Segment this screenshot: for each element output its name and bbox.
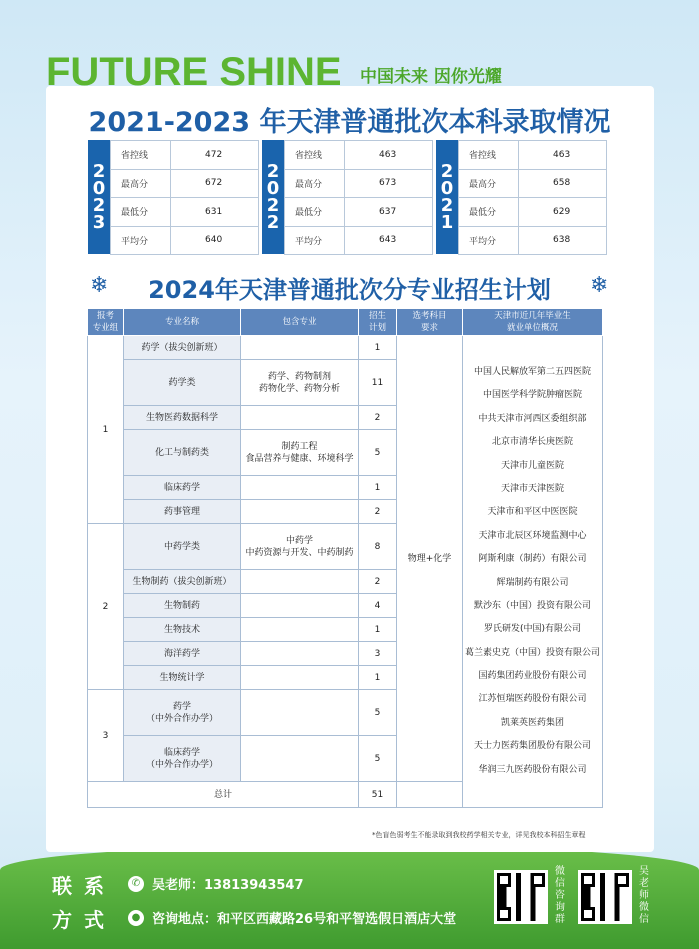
contact-label-1: 联系 [52, 874, 116, 898]
enrollment-plan-table [87, 308, 603, 808]
qr-label-teacher: 吴老师微信 [639, 866, 649, 925]
major-name: 药学类 [124, 360, 241, 406]
stat-name: 省控线 [285, 141, 345, 170]
included-majors [241, 666, 359, 690]
brand-logo-text: FUTURE SHINE [46, 50, 342, 94]
included-majors: 药学、药物制剂 药物化学、药物分析 [241, 360, 359, 406]
plan-title: 2024年天津普通批次分专业招生计划 [148, 276, 551, 304]
stat-value: 673 [345, 169, 433, 198]
total-label: 总计 [88, 782, 359, 808]
included-majors [241, 690, 359, 736]
major-name: 临床药学 [124, 476, 241, 500]
employer-item: 天津市北辰区环境监测中心 [478, 530, 587, 541]
included-majors [241, 500, 359, 524]
stat-name: 最高分 [285, 169, 345, 198]
year-stats-block [436, 140, 607, 254]
stats-row [459, 198, 607, 227]
major-name: 中药学类 [124, 524, 241, 570]
major-name: 生物制药（拔尖创新班） [124, 570, 241, 594]
stat-value: 658 [519, 169, 607, 198]
stats-row [285, 226, 433, 255]
included-majors [241, 476, 359, 500]
employer-item: 罗氏研发(中国)有限公司 [483, 624, 582, 635]
plan-count: 1 [359, 618, 397, 642]
employer-item: 天津市和平区中医医院 [487, 507, 578, 518]
column-header: 报考 专业组 [88, 309, 124, 336]
admission-title: 2021-2023 年天津普通批次本科录取情况 [88, 107, 611, 138]
phone-row [128, 874, 304, 893]
stats-row [285, 198, 433, 227]
employer-item: 天津市儿童医院 [500, 460, 564, 471]
year-digit: 3 [92, 212, 106, 233]
stat-name: 最高分 [111, 169, 171, 198]
address-text: 咨询地点：和平区西藏路26号和平智选假日酒店大堂 [152, 912, 457, 927]
stats-row [459, 169, 607, 198]
included-majors: 中药学 中药资源与开发、中药制药 [241, 524, 359, 570]
stats-row [111, 226, 259, 255]
major-name: 药学（拔尖创新班） [124, 336, 241, 360]
location-pin-icon: ● [128, 910, 144, 926]
subject-requirement: 物理+化学 [397, 336, 463, 782]
year-label [262, 140, 284, 254]
year-digit: 0 [92, 178, 106, 199]
stat-name: 最低分 [459, 198, 519, 227]
year-stats-table [284, 140, 433, 255]
column-header: 专业名称 [124, 309, 241, 336]
stats-row [285, 169, 433, 198]
employer-item: 天士力医药集团股份有限公司 [473, 741, 591, 752]
included-majors [241, 736, 359, 782]
total-empty [397, 782, 463, 808]
slogan: 中国未来 因你光耀 [360, 67, 502, 87]
stat-name: 平均分 [285, 226, 345, 255]
stat-value: 463 [519, 141, 607, 170]
plan-count: 2 [359, 406, 397, 430]
employer-item: 中共天津市河西区委组织部 [478, 413, 587, 424]
major-name: 海洋药学 [124, 642, 241, 666]
included-majors: 制药工程 食品营养与健康、环境科学 [241, 430, 359, 476]
stat-value: 638 [519, 226, 607, 255]
stat-name: 省控线 [459, 141, 519, 170]
employer-item: 中国医学科学院肿瘤医院 [482, 390, 582, 401]
column-header: 招生 计划 [359, 309, 397, 336]
employer-item: 葛兰素史克（中国）投资有限公司 [464, 647, 600, 658]
plan-count: 1 [359, 336, 397, 360]
plan-row [88, 336, 603, 360]
stat-value: 631 [171, 198, 259, 227]
year-digit: 0 [266, 178, 280, 199]
year-digit: 0 [440, 178, 454, 199]
stat-value: 643 [345, 226, 433, 255]
included-majors [241, 594, 359, 618]
snowflake-icon: ❄ [590, 273, 609, 298]
employer-item: 凯莱英医药集团 [500, 717, 564, 728]
year-label [436, 140, 458, 254]
address-row [128, 908, 456, 927]
year-digit: 2 [266, 161, 280, 182]
year-digit: 2 [440, 195, 454, 216]
stat-value: 640 [171, 226, 259, 255]
header-row [88, 309, 603, 336]
plan-count: 8 [359, 524, 397, 570]
plan-count: 5 [359, 430, 397, 476]
stat-value: 672 [171, 169, 259, 198]
employer-item: 默沙东（中国）投资有限公司 [473, 600, 591, 611]
major-name: 化工与制药类 [124, 430, 241, 476]
stat-value: 629 [519, 198, 607, 227]
stat-name: 省控线 [111, 141, 171, 170]
plan-count: 2 [359, 500, 397, 524]
plan-count: 3 [359, 642, 397, 666]
major-name: 药事管理 [124, 500, 241, 524]
plan-count: 2 [359, 570, 397, 594]
plan-count: 4 [359, 594, 397, 618]
stat-value: 463 [345, 141, 433, 170]
plan-count: 5 [359, 690, 397, 736]
phone-icon: ✆ [128, 876, 144, 892]
group-id: 3 [88, 690, 124, 782]
year-digit: 2 [266, 212, 280, 233]
employer-item: 国药集团药业股份有限公司 [478, 671, 587, 682]
major-name: 生物制药 [124, 594, 241, 618]
included-majors [241, 406, 359, 430]
year-digit: 2 [92, 161, 106, 182]
major-name: 生物医药数据科学 [124, 406, 241, 430]
employer-item: 天津市天津医院 [500, 483, 564, 494]
stat-name: 平均分 [111, 226, 171, 255]
stat-name: 最低分 [111, 198, 171, 227]
included-majors [241, 570, 359, 594]
employers-cell [463, 336, 603, 808]
plan-count: 5 [359, 736, 397, 782]
snowflake-icon: ❄ [90, 273, 109, 298]
teacher-wechat-qr-code [578, 870, 632, 924]
year-digit: 2 [266, 195, 280, 216]
plan-count: 1 [359, 666, 397, 690]
employer-item: 辉瑞制药有限公司 [496, 577, 569, 588]
major-name: 生物技术 [124, 618, 241, 642]
plan-count: 11 [359, 360, 397, 406]
year-digit: 2 [440, 161, 454, 182]
plan-count: 1 [359, 476, 397, 500]
qr-label-group: 微信咨询群 [555, 866, 565, 925]
phone-text: 吴老师：13813943547 [152, 878, 304, 893]
employer-item: 华润三九医药股份有限公司 [478, 764, 587, 775]
group-id: 2 [88, 524, 124, 690]
employer-item: 中国人民解放军第二五四医院 [473, 367, 591, 377]
column-header: 天津市近几年毕业生 就业单位概况 [463, 309, 603, 336]
stats-row [459, 141, 607, 170]
year-stats-block [262, 140, 433, 254]
employer-item: 阿斯利康（制药）有限公司 [478, 554, 587, 565]
included-majors [241, 336, 359, 360]
stats-row [285, 141, 433, 170]
column-header: 选考科目 要求 [397, 309, 463, 336]
employer-item: 北京市清华长庚医院 [491, 437, 573, 448]
year-digit: 2 [92, 195, 106, 216]
year-digit: 1 [440, 212, 454, 233]
stats-row [111, 141, 259, 170]
major-name: 生物统计学 [124, 666, 241, 690]
year-stats-table [458, 140, 607, 255]
stats-row [111, 169, 259, 198]
stat-name: 平均分 [459, 226, 519, 255]
contact-label-2: 方式 [52, 908, 116, 932]
stats-row [111, 198, 259, 227]
major-name: 临床药学 （中外合作办学） [124, 736, 241, 782]
stat-name: 最高分 [459, 169, 519, 198]
stat-value: 637 [345, 198, 433, 227]
column-header: 包含专业 [241, 309, 359, 336]
stats-row [459, 226, 607, 255]
stat-value: 472 [171, 141, 259, 170]
footnote: *色盲色弱考生不能录取到我校药学相关专业，详见我校本科招生章程 [372, 831, 586, 839]
year-stats-block [88, 140, 259, 254]
major-name: 药学 （中外合作办学） [124, 690, 241, 736]
year-label [88, 140, 110, 254]
total-value: 51 [359, 782, 397, 808]
included-majors [241, 642, 359, 666]
wechat-group-qr-code [494, 870, 548, 924]
included-majors [241, 618, 359, 642]
employer-item: 江苏恒瑞医药股份有限公司 [478, 694, 587, 705]
group-id: 1 [88, 336, 124, 524]
stat-name: 最低分 [285, 198, 345, 227]
year-stats-table [110, 140, 259, 255]
